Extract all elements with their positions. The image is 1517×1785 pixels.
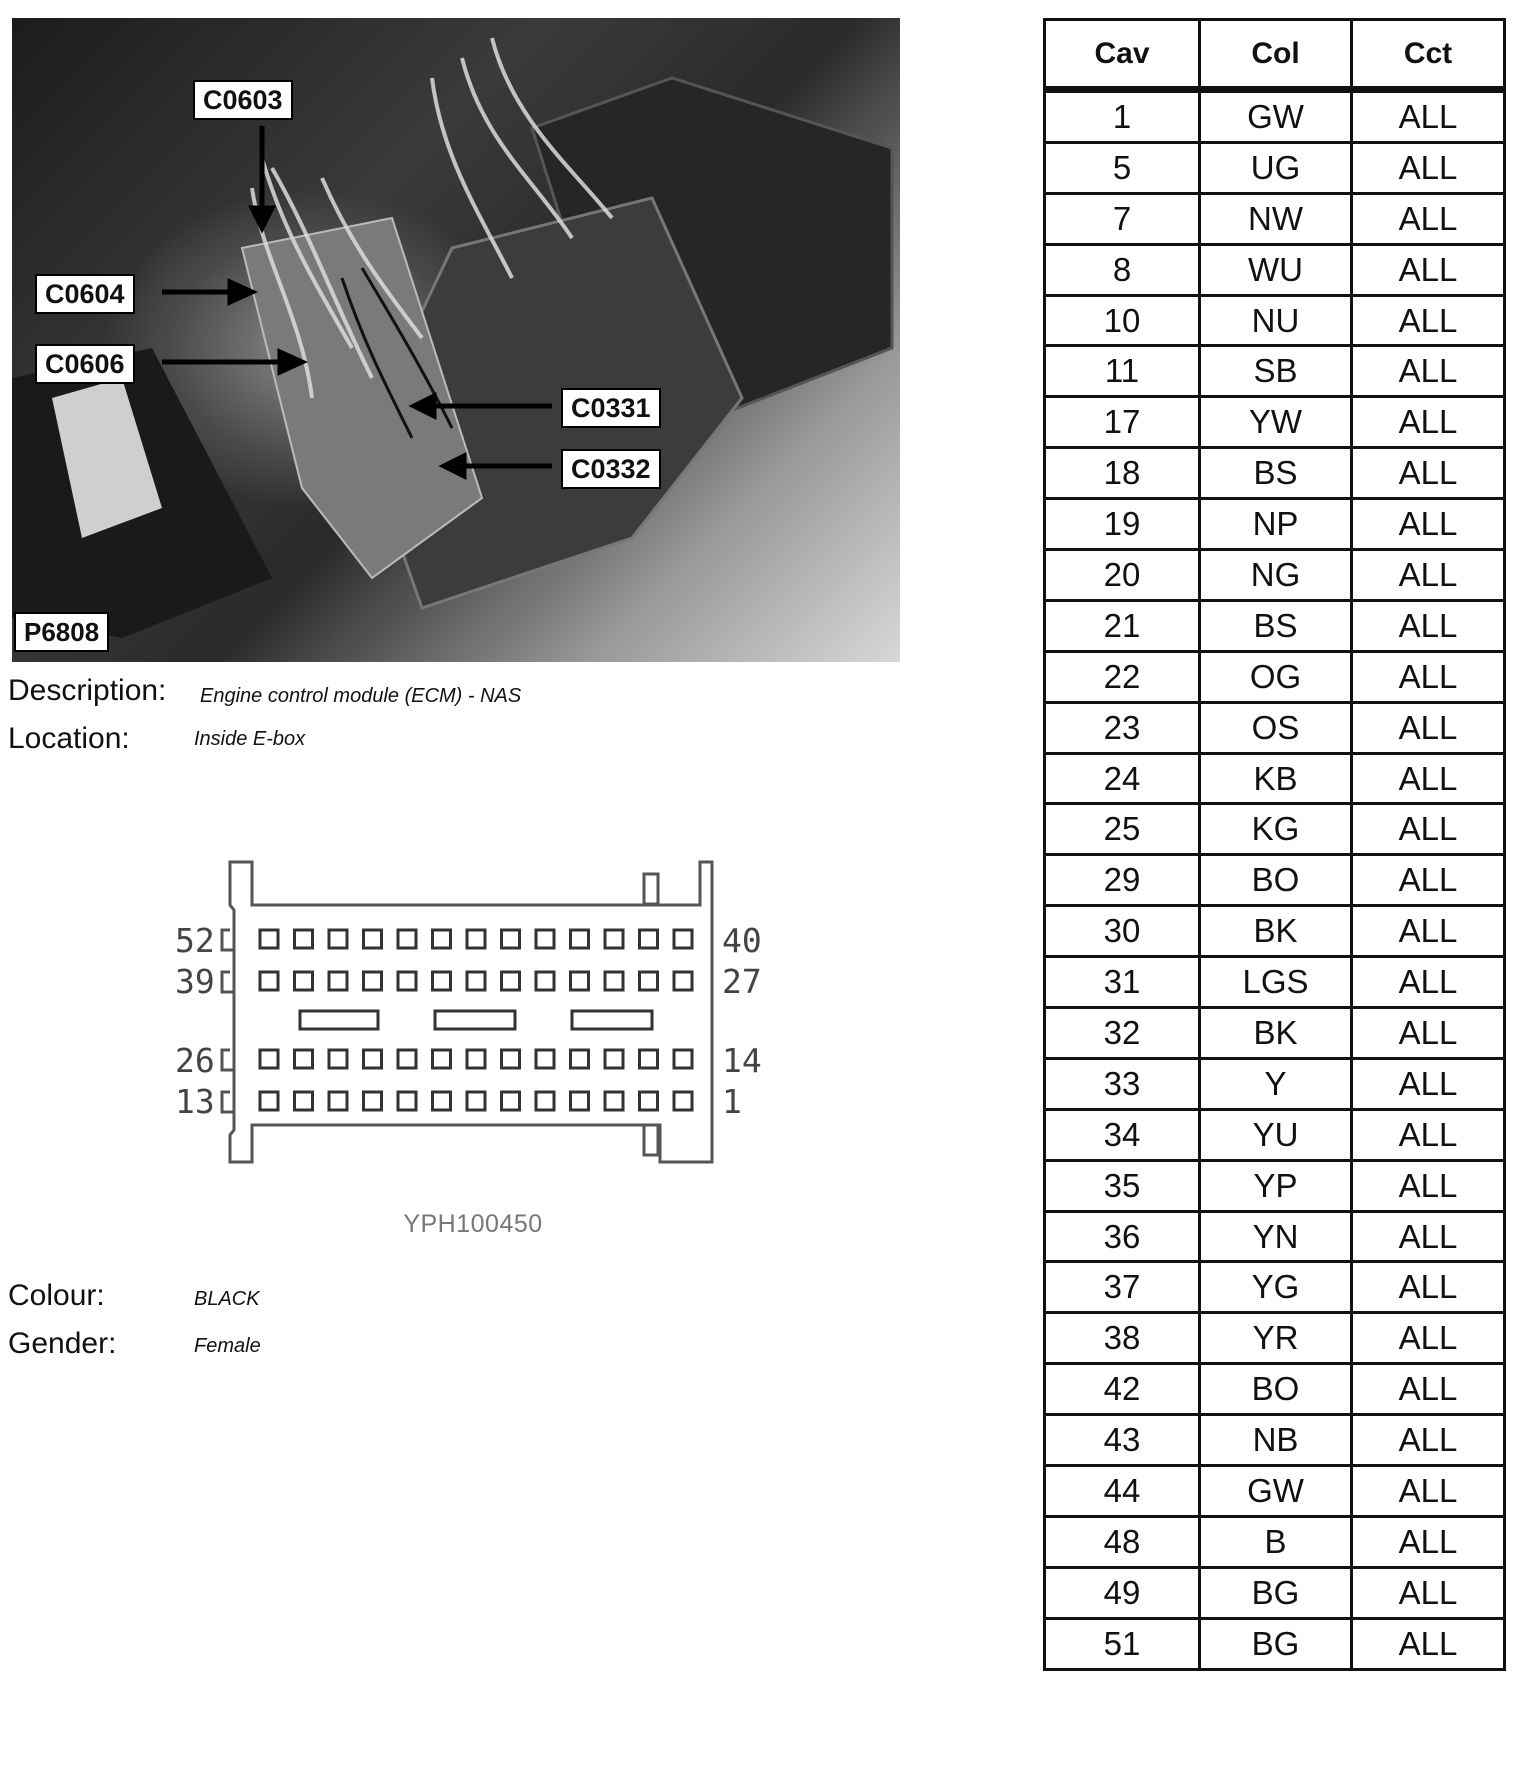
pin-cavity	[295, 1050, 313, 1068]
cell-cavity: 21	[1045, 600, 1200, 651]
cell-circuit: ALL	[1352, 651, 1505, 702]
pin-cavity	[571, 1050, 589, 1068]
pin-cavity	[364, 1092, 382, 1110]
table-row	[1045, 600, 1505, 651]
cell-cavity: 8	[1045, 244, 1200, 295]
table-row	[1045, 855, 1505, 906]
cell-circuit: ALL	[1352, 1109, 1505, 1160]
pin-cavity	[674, 1050, 692, 1068]
cell-circuit: ALL	[1352, 1618, 1505, 1669]
pin-cavity	[502, 972, 520, 990]
cell-cavity: 24	[1045, 753, 1200, 804]
cell-circuit: ALL	[1352, 1466, 1505, 1517]
pin-cavity	[536, 1050, 554, 1068]
cell-circuit: ALL	[1352, 1058, 1505, 1109]
pin-cavity	[295, 930, 313, 948]
cell-colour: NU	[1200, 295, 1352, 346]
cell-cavity: 38	[1045, 1313, 1200, 1364]
cell-colour: B	[1200, 1516, 1352, 1567]
cell-colour: BO	[1200, 855, 1352, 906]
cell-circuit: ALL	[1352, 397, 1505, 448]
cell-cavity: 33	[1045, 1058, 1200, 1109]
table-row	[1045, 1262, 1505, 1313]
table-row	[1045, 1618, 1505, 1669]
cell-colour: YG	[1200, 1262, 1352, 1313]
cell-cavity: 44	[1045, 1466, 1200, 1517]
photo-reference: P6808	[14, 612, 109, 652]
cell-colour: GW	[1200, 90, 1352, 143]
cell-cavity: 22	[1045, 651, 1200, 702]
pin-cavity	[536, 972, 554, 990]
pin-cavity	[571, 972, 589, 990]
pin-cavity	[571, 1092, 589, 1110]
header-col: Col	[1200, 20, 1352, 90]
connector-location-photo	[12, 18, 900, 662]
cell-circuit: ALL	[1352, 1211, 1505, 1262]
cell-circuit: ALL	[1352, 1567, 1505, 1618]
latch-slot	[300, 1011, 378, 1029]
cell-colour: YR	[1200, 1313, 1352, 1364]
cell-colour: BS	[1200, 600, 1352, 651]
cell-colour: BK	[1200, 906, 1352, 957]
cell-circuit: ALL	[1352, 1364, 1505, 1415]
cell-colour: BG	[1200, 1618, 1352, 1669]
pin-label-27: 27	[722, 962, 762, 1001]
gender-label: Gender:	[8, 1327, 117, 1360]
cell-circuit: ALL	[1352, 957, 1505, 1008]
table-row	[1045, 1516, 1505, 1567]
location-label: Location:	[8, 722, 130, 755]
table-row	[1045, 550, 1505, 601]
cell-colour: KB	[1200, 753, 1352, 804]
pin-cavity	[536, 930, 554, 948]
cell-circuit: ALL	[1352, 1160, 1505, 1211]
table-row	[1045, 1567, 1505, 1618]
cell-colour: GW	[1200, 1466, 1352, 1517]
pin-cavity	[467, 972, 485, 990]
pin-cavity	[260, 1050, 278, 1068]
cell-circuit: ALL	[1352, 295, 1505, 346]
colour-value: BLACK	[194, 1288, 260, 1310]
table-row	[1045, 1211, 1505, 1262]
cell-circuit: ALL	[1352, 600, 1505, 651]
pin-cavity	[398, 1050, 416, 1068]
table-row	[1045, 1058, 1505, 1109]
cell-colour: NP	[1200, 499, 1352, 550]
table-header-row	[1045, 20, 1505, 90]
cell-colour: LGS	[1200, 957, 1352, 1008]
pin-table	[1043, 18, 1506, 1671]
pin-cavity	[640, 1050, 658, 1068]
description-label: Description:	[8, 674, 167, 707]
pin-label-26: 26	[175, 1041, 215, 1080]
cell-colour: Y	[1200, 1058, 1352, 1109]
pin-cavity	[605, 930, 623, 948]
cell-cavity: 29	[1045, 855, 1200, 906]
pin-cavity	[260, 1092, 278, 1110]
table-row	[1045, 193, 1505, 244]
cell-circuit: ALL	[1352, 1008, 1505, 1059]
pin-label-1: 1	[722, 1082, 742, 1121]
cell-cavity: 7	[1045, 193, 1200, 244]
cell-cavity: 17	[1045, 397, 1200, 448]
cell-circuit: ALL	[1352, 90, 1505, 143]
cell-cavity: 11	[1045, 346, 1200, 397]
cell-colour: YU	[1200, 1109, 1352, 1160]
cell-circuit: ALL	[1352, 1313, 1505, 1364]
cell-cavity: 25	[1045, 804, 1200, 855]
cell-circuit: ALL	[1352, 1415, 1505, 1466]
cell-circuit: ALL	[1352, 753, 1505, 804]
pin-cavity	[605, 972, 623, 990]
cell-circuit: ALL	[1352, 702, 1505, 753]
cell-colour: OG	[1200, 651, 1352, 702]
table-row	[1045, 906, 1505, 957]
table-row	[1045, 1313, 1505, 1364]
table-row	[1045, 448, 1505, 499]
cell-colour: KG	[1200, 804, 1352, 855]
pin-cavity	[329, 930, 347, 948]
description-value: Engine control module (ECM) - NAS	[200, 685, 522, 707]
table-row	[1045, 90, 1505, 143]
pin-cavity	[364, 930, 382, 948]
table-row	[1045, 957, 1505, 1008]
cell-colour: BO	[1200, 1364, 1352, 1415]
pin-cavity	[605, 1050, 623, 1068]
cell-cavity: 23	[1045, 702, 1200, 753]
cell-cavity: 1	[1045, 90, 1200, 143]
table-row	[1045, 651, 1505, 702]
pin-label-40: 40	[722, 921, 762, 960]
cell-colour: YN	[1200, 1211, 1352, 1262]
connector-part-code: YPH100450	[403, 1210, 543, 1238]
pin-cavity	[433, 930, 451, 948]
pin-cavity	[605, 1092, 623, 1110]
cell-circuit: ALL	[1352, 804, 1505, 855]
cell-colour: NB	[1200, 1415, 1352, 1466]
cell-circuit: ALL	[1352, 244, 1505, 295]
cell-circuit: ALL	[1352, 1262, 1505, 1313]
pin-cavity	[433, 1050, 451, 1068]
cell-circuit: ALL	[1352, 855, 1505, 906]
pin-cavity	[467, 1092, 485, 1110]
cell-circuit: ALL	[1352, 906, 1505, 957]
table-row	[1045, 499, 1505, 550]
gender-value: Female	[194, 1335, 261, 1357]
pin-cavity	[467, 1050, 485, 1068]
cell-cavity: 34	[1045, 1109, 1200, 1160]
pin-cavity	[502, 1092, 520, 1110]
callout-c0331: C0331	[561, 388, 661, 428]
pin-cavity	[398, 930, 416, 948]
table-row	[1045, 244, 1505, 295]
cell-cavity: 48	[1045, 1516, 1200, 1567]
pin-cavity	[640, 1092, 658, 1110]
pin-cavity	[571, 930, 589, 948]
table-row	[1045, 397, 1505, 448]
cell-circuit: ALL	[1352, 1516, 1505, 1567]
pin-label-13: 13	[175, 1082, 215, 1121]
table-row	[1045, 804, 1505, 855]
pin-cavity	[536, 1092, 554, 1110]
cell-cavity: 18	[1045, 448, 1200, 499]
cell-colour: YP	[1200, 1160, 1352, 1211]
pin-cavity	[329, 1092, 347, 1110]
pin-label-52: 52	[175, 921, 215, 960]
callout-c0603: C0603	[193, 80, 293, 120]
pin-cavity	[467, 930, 485, 948]
cell-cavity: 42	[1045, 1364, 1200, 1415]
cell-cavity: 51	[1045, 1618, 1200, 1669]
cell-circuit: ALL	[1352, 193, 1505, 244]
cell-circuit: ALL	[1352, 142, 1505, 193]
table-row	[1045, 1109, 1505, 1160]
callout-c0332: C0332	[561, 449, 661, 489]
cell-colour: SB	[1200, 346, 1352, 397]
pin-cavity	[364, 1050, 382, 1068]
cell-colour: YW	[1200, 397, 1352, 448]
header-cav: Cav	[1045, 20, 1200, 90]
cell-circuit: ALL	[1352, 346, 1505, 397]
table-row	[1045, 1466, 1505, 1517]
cell-cavity: 20	[1045, 550, 1200, 601]
pin-cavity	[674, 972, 692, 990]
cell-cavity: 10	[1045, 295, 1200, 346]
callout-c0604: C0604	[35, 274, 135, 314]
pin-cavity	[674, 1092, 692, 1110]
engine-bay-illustration	[12, 18, 900, 662]
cell-cavity: 32	[1045, 1008, 1200, 1059]
callout-c0606: C0606	[35, 344, 135, 384]
cell-colour: BG	[1200, 1567, 1352, 1618]
table-row	[1045, 1160, 1505, 1211]
pin-cavity	[502, 1050, 520, 1068]
pin-cavity	[260, 930, 278, 948]
table-row	[1045, 346, 1505, 397]
cell-cavity: 19	[1045, 499, 1200, 550]
pin-cavity	[295, 1092, 313, 1110]
cell-cavity: 49	[1045, 1567, 1200, 1618]
cell-cavity: 5	[1045, 142, 1200, 193]
cell-circuit: ALL	[1352, 499, 1505, 550]
pin-cavity	[398, 972, 416, 990]
table-row	[1045, 1364, 1505, 1415]
cell-circuit: ALL	[1352, 550, 1505, 601]
cell-cavity: 31	[1045, 957, 1200, 1008]
pin-cavity	[364, 972, 382, 990]
cell-cavity: 30	[1045, 906, 1200, 957]
table-row	[1045, 295, 1505, 346]
pin-label-14: 14	[722, 1041, 762, 1080]
latch-slot	[572, 1011, 652, 1029]
pin-cavity	[674, 930, 692, 948]
header-cct: Cct	[1352, 20, 1505, 90]
table-row	[1045, 1008, 1505, 1059]
pin-cavity	[433, 972, 451, 990]
pin-cavity	[329, 972, 347, 990]
pin-cavity	[260, 972, 278, 990]
cell-colour: NG	[1200, 550, 1352, 601]
table-row	[1045, 753, 1505, 804]
cell-circuit: ALL	[1352, 448, 1505, 499]
cell-colour: BK	[1200, 1008, 1352, 1059]
pin-cavity	[433, 1092, 451, 1110]
table-row	[1045, 702, 1505, 753]
cell-cavity: 37	[1045, 1262, 1200, 1313]
pin-cavity	[640, 972, 658, 990]
cell-cavity: 35	[1045, 1160, 1200, 1211]
cell-colour: NW	[1200, 193, 1352, 244]
table-row	[1045, 1415, 1505, 1466]
connector-face-diagram	[160, 850, 780, 1180]
pin-cavity	[502, 930, 520, 948]
cell-cavity: 43	[1045, 1415, 1200, 1466]
latch-slot	[435, 1011, 515, 1029]
pin-label-39: 39	[175, 962, 215, 1001]
cell-colour: BS	[1200, 448, 1352, 499]
pin-cavity	[398, 1092, 416, 1110]
pin-cavity	[640, 930, 658, 948]
pin-cavity	[329, 1050, 347, 1068]
cell-colour: WU	[1200, 244, 1352, 295]
pin-cavity	[295, 972, 313, 990]
table-row	[1045, 142, 1505, 193]
location-value: Inside E-box	[194, 728, 306, 750]
cell-colour: OS	[1200, 702, 1352, 753]
cell-cavity: 36	[1045, 1211, 1200, 1262]
cell-colour: UG	[1200, 142, 1352, 193]
colour-label: Colour:	[8, 1279, 105, 1312]
